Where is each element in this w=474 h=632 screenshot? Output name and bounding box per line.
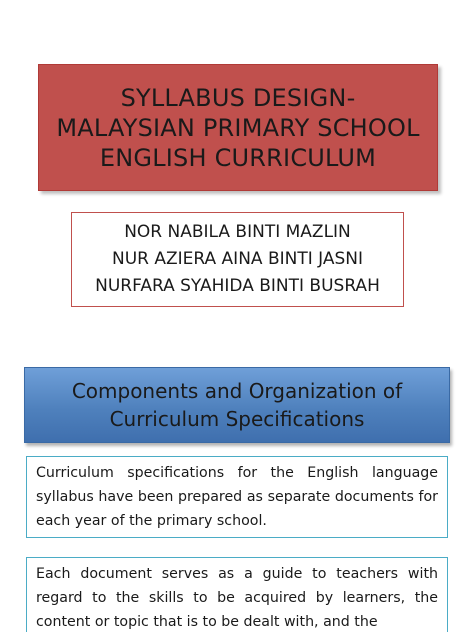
- title-line-2: MALAYSIAN PRIMARY SCHOOL: [56, 113, 420, 142]
- authors-box: [71, 212, 404, 307]
- section-heading-line-2: Curriculum Specifications: [109, 407, 365, 431]
- title-line-1: SYLLABUS DESIGN-: [120, 83, 356, 112]
- title-line-3: ENGLISH CURRICULUM: [99, 143, 377, 172]
- paragraph-box: Each document serves as a guide to teachers with regard to the skills to be acquired by learners, the content or topic that is to be dealt with, and the: [26, 557, 448, 632]
- author-name: NURFARA SYAHIDA BINTI BUSRAH: [95, 276, 380, 296]
- section-heading-box: [24, 367, 450, 443]
- author-name: NUR AZIERA AINA BINTI JASNI: [111, 249, 363, 269]
- section-heading-line-1: Components and Organization of: [71, 379, 403, 403]
- author-name: NOR NABILA BINTI MAZLIN: [124, 222, 351, 242]
- paragraph-box: Curriculum specifications for the English language syllabus have been prepared as separate documents for each year of the primary school.: [26, 456, 448, 538]
- title-box: [38, 64, 438, 191]
